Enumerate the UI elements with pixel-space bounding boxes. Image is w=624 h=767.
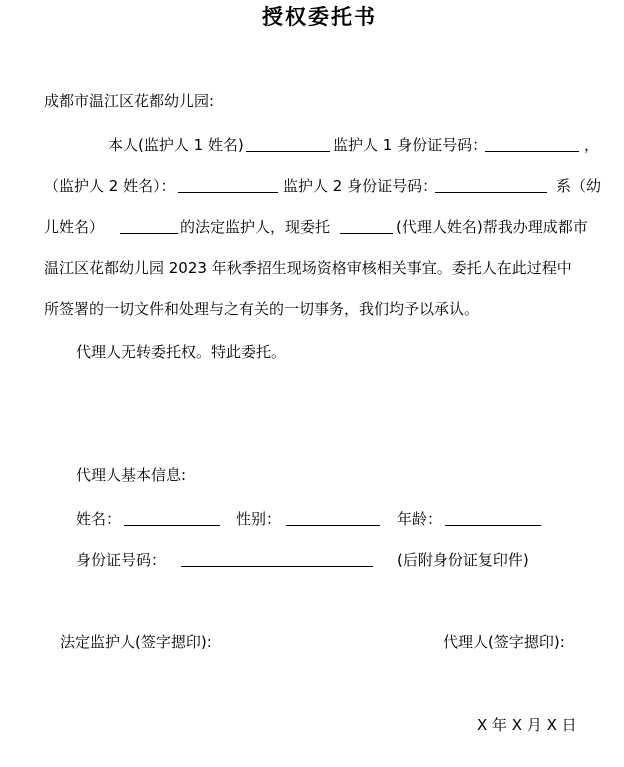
agent-id-note: (后附身份证复印件) bbox=[397, 551, 529, 569]
guardian-2-name-blank bbox=[178, 178, 278, 193]
guardian-1-name-blank bbox=[246, 137, 330, 152]
body-line-1-c: ， bbox=[584, 136, 600, 154]
guardian-signature-label: 法定监护人(签字摁印): bbox=[60, 633, 212, 651]
guardian-2-id-blank bbox=[435, 178, 547, 193]
document-title: 授权委托书 bbox=[262, 5, 377, 29]
body-line-6: 代理人无转委托权。特此委托。 bbox=[76, 343, 287, 361]
agent-signature-label: 代理人(签字摁印): bbox=[443, 633, 565, 651]
agent-age-label: 年龄： bbox=[397, 510, 443, 528]
guardian-1-id-blank bbox=[485, 137, 579, 152]
body-line-4: 温江区花都幼儿园 2023 年秋季招生现场资格审核相关事宜。委托人在此过程中 bbox=[44, 259, 572, 277]
body-line-3-b: 的法定监护人，现委托 bbox=[180, 218, 331, 236]
body-line-5: 所签署的一切文件和处理与之有关的一切事务，我们均予以承认。 bbox=[44, 300, 480, 318]
agent-name-blank bbox=[340, 219, 393, 234]
child-name-blank bbox=[120, 219, 178, 234]
body-line-2-a: （监护人 2 姓名）： bbox=[44, 177, 176, 195]
agent-name-field[interactable] bbox=[124, 511, 220, 526]
agent-gender-label: 性别： bbox=[236, 510, 282, 528]
body-line-1-a: 本人(监护人 1 姓名) bbox=[108, 136, 244, 154]
body-line-1-b: 监护人 1 身份证号码： bbox=[333, 136, 488, 154]
body-line-3-a: 儿姓名） bbox=[44, 218, 105, 236]
body-line-3-c: (代理人姓名)帮我办理成都市 bbox=[396, 218, 588, 236]
body-line-2-b: 监护人 2 身份证号码： bbox=[283, 177, 438, 195]
body-line-2-c: 系（幼 bbox=[556, 177, 602, 195]
agent-name-label: 姓名： bbox=[76, 510, 122, 528]
salutation: 成都市温江区花都幼儿园: bbox=[44, 92, 215, 110]
agent-info-heading: 代理人基本信息: bbox=[76, 466, 187, 484]
agent-gender-field[interactable] bbox=[286, 511, 380, 526]
agent-age-field[interactable] bbox=[445, 511, 541, 526]
agent-id-field[interactable] bbox=[181, 552, 373, 567]
agent-id-label: 身份证号码： bbox=[76, 551, 167, 569]
date-line: X 年 X 月 X 日 bbox=[477, 716, 577, 734]
